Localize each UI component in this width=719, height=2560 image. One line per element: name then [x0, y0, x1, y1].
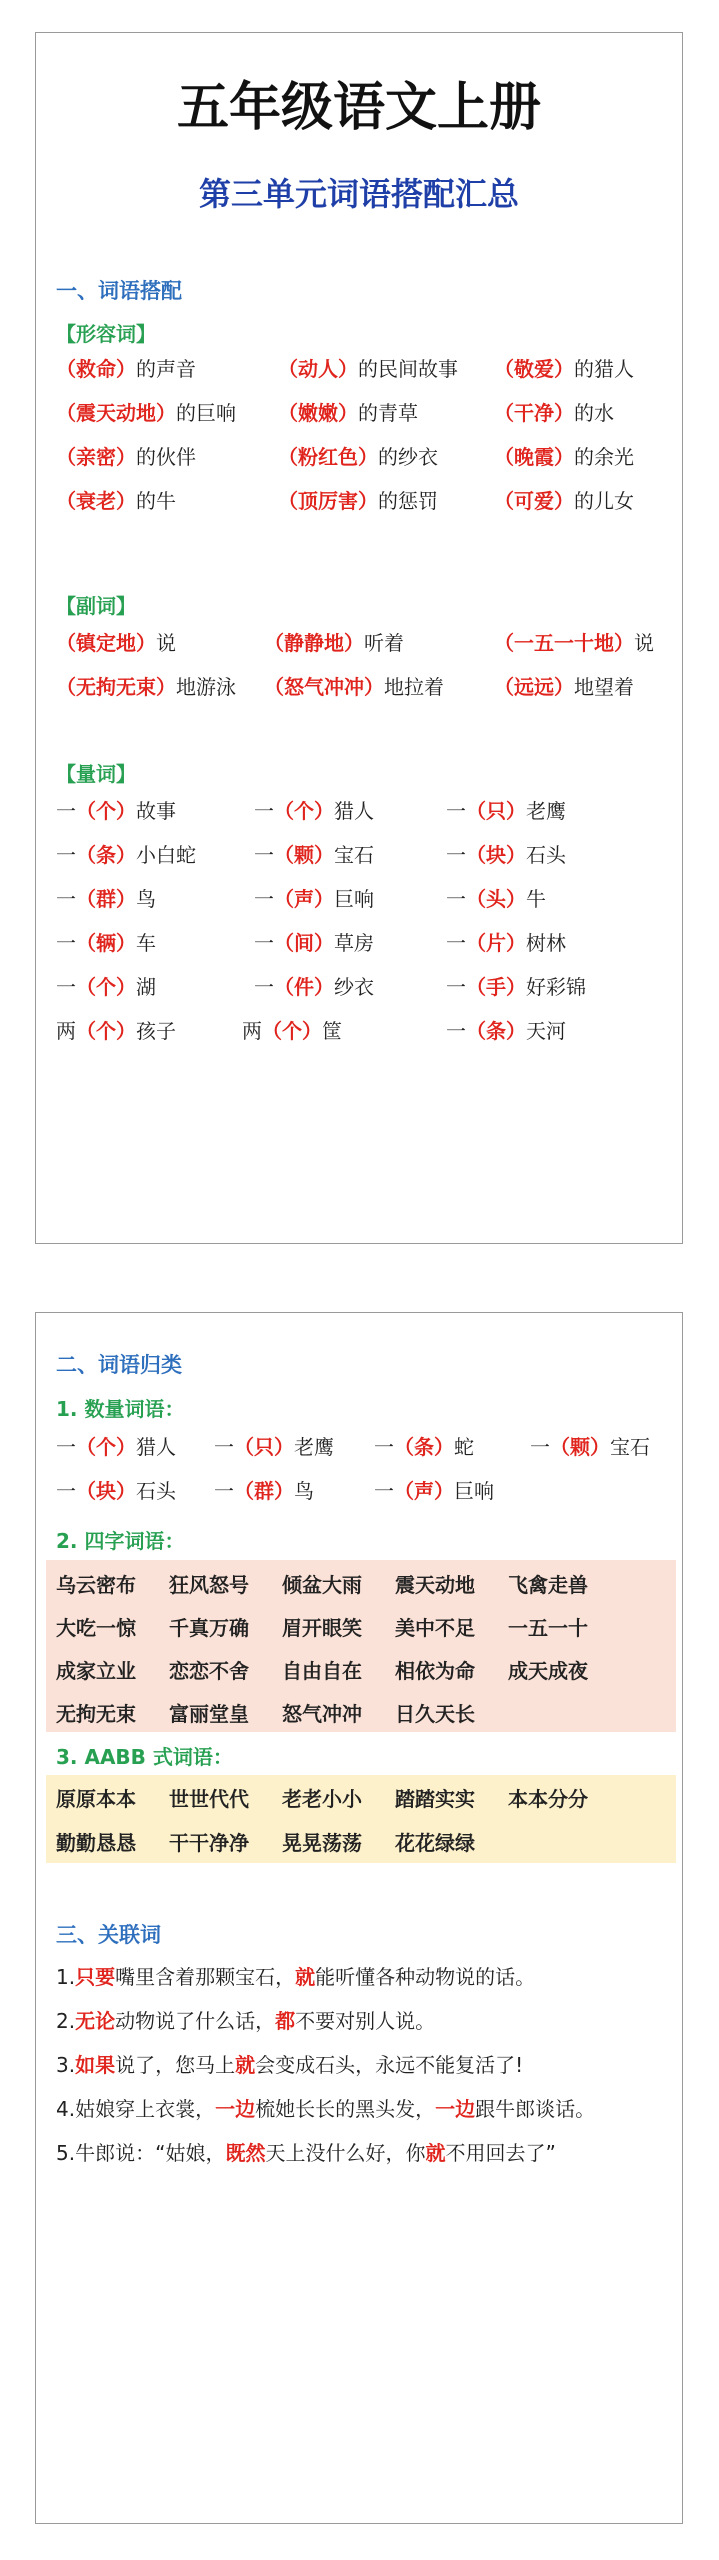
- collocation-item: [494, 671, 634, 700]
- collocation-item: [254, 927, 374, 956]
- highlighted-word: （远远）: [494, 675, 574, 699]
- idiom: 富丽堂皇: [169, 1702, 249, 1726]
- measure-word: （个）: [76, 799, 136, 823]
- page-subtitle: 第三单元词语搭配汇总: [198, 175, 519, 213]
- highlighted-word: （救命）: [56, 357, 136, 381]
- collocation-text: 的巨响: [176, 401, 236, 425]
- noun: 牛: [526, 887, 546, 911]
- highlighted-word: （亲密）: [56, 445, 136, 469]
- idiom: 勤勤恳恳: [56, 1831, 136, 1855]
- measure-word: （群）: [76, 887, 136, 911]
- conjunction-word: 如果: [75, 2053, 116, 2077]
- collocation-item: [254, 839, 374, 868]
- noun: 湖: [136, 975, 156, 999]
- numeral: 一: [446, 843, 466, 867]
- collocation-item: [278, 441, 438, 470]
- measure-word: （只）: [466, 799, 526, 823]
- collocation-item: [278, 353, 458, 382]
- numeral: 一: [56, 975, 76, 999]
- collocation-item: [56, 883, 156, 912]
- collocation-item: [374, 1431, 474, 1460]
- numeral: 两: [242, 1019, 262, 1043]
- numeral: 一: [446, 799, 466, 823]
- collocation-item: [56, 627, 176, 656]
- noun: 草房: [334, 931, 374, 955]
- noun: 老鹰: [526, 799, 566, 823]
- noun: 故事: [136, 799, 176, 823]
- section-heading-conjunctions: 三、关联词: [56, 1923, 161, 1947]
- noun: 石头: [526, 843, 566, 867]
- collocation-item: [56, 353, 196, 382]
- collocation-text: 的儿女: [574, 489, 634, 513]
- numeral: 一: [56, 931, 76, 955]
- measure-word: （个）: [76, 1435, 136, 1459]
- measure-word: （辆）: [76, 931, 136, 955]
- numeral: 一: [56, 1479, 76, 1503]
- conjunction-sentence: [56, 2049, 523, 2078]
- highlighted-word: （静静地）: [264, 631, 364, 655]
- collocation-item: [446, 971, 586, 1000]
- idiom: 自由自在: [282, 1659, 362, 1683]
- collocation-item: [494, 353, 634, 382]
- collocation-text: 地望着: [574, 675, 634, 699]
- numeral: 一: [214, 1435, 234, 1459]
- measure-word: （头）: [466, 887, 526, 911]
- collocation-item: [494, 485, 634, 514]
- measure-word: （条）: [466, 1019, 526, 1043]
- collocation-item: [56, 927, 156, 956]
- sentence-text: 跟牛郎谈话。: [475, 2097, 596, 2121]
- noun: 车: [136, 931, 156, 955]
- sentence-text: 说了，您马上: [115, 2053, 236, 2077]
- highlighted-word: （一五一十地）: [494, 631, 634, 655]
- collocation-item: [530, 1431, 650, 1460]
- measure-word: （件）: [274, 975, 334, 999]
- collocation-item: [446, 883, 546, 912]
- noun: 鸟: [294, 1479, 314, 1503]
- collocation-item: [278, 397, 418, 426]
- collocation-text: 的惩罚: [378, 489, 438, 513]
- collocation-item: [242, 1015, 342, 1044]
- sentence-text: 嘴里含着那颗宝石，: [115, 1965, 296, 1989]
- measure-word: （条）: [76, 843, 136, 867]
- measure-word: （个）: [262, 1019, 322, 1043]
- noun: 树林: [526, 931, 566, 955]
- category-adverb: 【副词】: [56, 594, 136, 618]
- highlighted-word: （动人）: [278, 357, 358, 381]
- numeral: 一: [56, 799, 76, 823]
- idiom: 飞禽走兽: [508, 1573, 588, 1597]
- idiom: 成天成夜: [508, 1659, 588, 1683]
- sentence-text: 会变成石头，永远不能复活了!: [255, 2053, 524, 2077]
- idiom: 干干净净: [169, 1831, 249, 1855]
- collocation-text: 的猎人: [574, 357, 634, 381]
- idiom: 踏踏实实: [395, 1787, 475, 1811]
- measure-word: （个）: [76, 1019, 136, 1043]
- collocation-item: [254, 971, 374, 1000]
- idiom: 无拘无束: [56, 1702, 136, 1726]
- collocation-item: [494, 441, 634, 470]
- collocation-item: [56, 1015, 176, 1044]
- highlighted-word: （无拘无束）: [56, 675, 176, 699]
- measure-word: （个）: [274, 799, 334, 823]
- collocation-item: [214, 1475, 314, 1504]
- collocation-item: [56, 795, 176, 824]
- highlighted-word: （敬爱）: [494, 357, 574, 381]
- collocation-text: 地游泳: [176, 675, 236, 699]
- numeral: 一: [56, 843, 76, 867]
- collocation-item: [264, 627, 404, 656]
- noun: 好彩锦: [526, 975, 586, 999]
- noun: 筐: [322, 1019, 342, 1043]
- collocation-text: 的水: [574, 401, 614, 425]
- sentence-text: 梳她长长的黑头发，: [255, 2097, 436, 2121]
- collocation-item: [446, 1015, 566, 1044]
- section-heading-classification: 二、词语归类: [56, 1353, 182, 1377]
- numeral: 一: [56, 1435, 76, 1459]
- measure-word: （个）: [76, 975, 136, 999]
- page-one: [35, 32, 683, 1244]
- highlighted-word: （晚霞）: [494, 445, 574, 469]
- collocation-item: [278, 485, 438, 514]
- conjunction-sentence: [56, 2093, 595, 2122]
- sentence-text: 不用回去了”: [445, 2141, 556, 2165]
- sentence-text: 动物说了什么话，: [115, 2009, 276, 2033]
- collocation-text: 的青草: [358, 401, 418, 425]
- noun: 宝石: [610, 1435, 650, 1459]
- collocation-text: 的民间故事: [358, 357, 458, 381]
- measure-word: （间）: [274, 931, 334, 955]
- highlighted-word: （粉红色）: [278, 445, 378, 469]
- collocation-text: 说: [156, 631, 176, 655]
- highlighted-word: （可爱）: [494, 489, 574, 513]
- idiom: 大吃一惊: [56, 1616, 136, 1640]
- category-quantity-words: 1. 数量词语：: [56, 1397, 185, 1421]
- conjunction-word: 一边: [435, 2097, 476, 2121]
- idiom: 世世代代: [169, 1787, 249, 1811]
- collocation-text: 的纱衣: [378, 445, 438, 469]
- measure-word: （块）: [76, 1479, 136, 1503]
- conjunction-word: 只要: [75, 1965, 116, 1989]
- collocation-text: 听着: [364, 631, 404, 655]
- page-two: [35, 1312, 683, 2524]
- noun: 孩子: [136, 1019, 176, 1043]
- collocation-item: [56, 671, 236, 700]
- numeral: 一: [56, 887, 76, 911]
- idiom: 倾盆大雨: [282, 1573, 362, 1597]
- sentence-text: 天上没什么好，你: [265, 2141, 426, 2165]
- numeral: 一: [214, 1479, 234, 1503]
- sentence-text: 不要对别人说。: [295, 2009, 436, 2033]
- measure-word: （颗）: [274, 843, 334, 867]
- measure-word: （声）: [394, 1479, 454, 1503]
- numeral: 一: [374, 1479, 394, 1503]
- idiom: 成家立业: [56, 1659, 136, 1683]
- sentence-text: 1.: [56, 1965, 76, 1989]
- noun: 天河: [526, 1019, 566, 1043]
- idiom: 相依为命: [395, 1659, 475, 1683]
- collocation-text: 的牛: [136, 489, 176, 513]
- conjunction-sentence: [56, 1961, 535, 1990]
- idiom: 老老小小: [282, 1787, 362, 1811]
- measure-word: （群）: [234, 1479, 294, 1503]
- sentence-text: 3.: [56, 2053, 76, 2077]
- collocation-item: [374, 1475, 494, 1504]
- noun: 巨响: [334, 887, 374, 911]
- numeral: 一: [254, 931, 274, 955]
- measure-word: （块）: [466, 843, 526, 867]
- highlighted-word: （怒气冲冲）: [264, 675, 384, 699]
- highlighted-word: （震天动地）: [56, 401, 176, 425]
- numeral: 一: [446, 1019, 466, 1043]
- numeral: 一: [254, 843, 274, 867]
- sentence-text: 5.牛郎说：“姑娘，: [56, 2141, 226, 2165]
- conjunction-word: 就: [235, 2053, 256, 2077]
- category-aabb-words: 3. AABB 式词语：: [56, 1745, 233, 1769]
- collocation-item: [494, 397, 614, 426]
- measure-word: （只）: [234, 1435, 294, 1459]
- section-heading-collocation: 一、词语搭配: [56, 279, 182, 303]
- collocation-item: [494, 627, 654, 656]
- idiom: 本本分分: [508, 1787, 588, 1811]
- collocation-item: [214, 1431, 334, 1460]
- idiom: 晃晃荡荡: [282, 1831, 362, 1855]
- measure-word: （片）: [466, 931, 526, 955]
- collocation-item: [56, 839, 196, 868]
- conjunction-word: 就: [425, 2141, 446, 2165]
- collocation-text: 的声音: [136, 357, 196, 381]
- highlighted-word: （镇定地）: [56, 631, 156, 655]
- numeral: 一: [446, 975, 466, 999]
- numeral: 一: [446, 931, 466, 955]
- noun: 蛇: [454, 1435, 474, 1459]
- numeral: 两: [56, 1019, 76, 1043]
- category-four-character-words: 2. 四字词语：: [56, 1529, 185, 1553]
- highlighted-word: （顶厉害）: [278, 489, 378, 513]
- conjunction-sentence: [56, 2137, 556, 2166]
- highlighted-word: （干净）: [494, 401, 574, 425]
- idiom: 一五一十: [508, 1616, 588, 1640]
- idiom: 眉开眼笑: [282, 1616, 362, 1640]
- numeral: 一: [530, 1435, 550, 1459]
- collocation-item: [56, 1475, 176, 1504]
- page-title: 五年级语文上册: [176, 77, 541, 138]
- measure-word: （手）: [466, 975, 526, 999]
- collocation-item: [56, 441, 196, 470]
- idiom: 千真万确: [169, 1616, 249, 1640]
- conjunction-word: 无论: [75, 2009, 116, 2033]
- collocation-item: [446, 927, 566, 956]
- sentence-text: 2.: [56, 2009, 76, 2033]
- numeral: 一: [254, 887, 274, 911]
- idiom: 美中不足: [395, 1616, 475, 1640]
- measure-word: （条）: [394, 1435, 454, 1459]
- highlighted-word: （嫩嫩）: [278, 401, 358, 425]
- idiom: 狂风怒号: [169, 1573, 249, 1597]
- numeral: 一: [374, 1435, 394, 1459]
- collocation-item: [446, 795, 566, 824]
- noun: 鸟: [136, 887, 156, 911]
- noun: 纱衣: [334, 975, 374, 999]
- collocation-item: [446, 839, 566, 868]
- idiom: 花花绿绿: [395, 1831, 475, 1855]
- collocation-item: [254, 795, 374, 824]
- sentence-text: 能听懂各种动物说的话。: [315, 1965, 536, 1989]
- conjunction-word: 都: [275, 2009, 296, 2033]
- collocation-item: [264, 671, 444, 700]
- collocation-item: [254, 883, 374, 912]
- noun: 猎人: [136, 1435, 176, 1459]
- idiom: 震天动地: [395, 1573, 475, 1597]
- idiom: 原原本本: [56, 1787, 136, 1811]
- collocation-item: [56, 1431, 176, 1460]
- noun: 宝石: [334, 843, 374, 867]
- idiom: 日久天长: [395, 1702, 475, 1726]
- measure-word: （颗）: [550, 1435, 610, 1459]
- highlighted-word: （衰老）: [56, 489, 136, 513]
- category-adjective: 【形容词】: [56, 322, 156, 346]
- collocation-item: [56, 485, 176, 514]
- numeral: 一: [446, 887, 466, 911]
- conjunction-sentence: [56, 2005, 435, 2034]
- idiom: 乌云密布: [56, 1573, 136, 1597]
- numeral: 一: [254, 975, 274, 999]
- collocation-text: 说: [634, 631, 654, 655]
- noun: 石头: [136, 1479, 176, 1503]
- conjunction-word: 一边: [215, 2097, 256, 2121]
- noun: 猎人: [334, 799, 374, 823]
- collocation-text: 的余光: [574, 445, 634, 469]
- noun: 小白蛇: [136, 843, 196, 867]
- conjunction-word: 就: [295, 1965, 316, 1989]
- measure-word: （声）: [274, 887, 334, 911]
- conjunction-word: 既然: [225, 2141, 266, 2165]
- idiom: 怒气冲冲: [282, 1702, 362, 1726]
- collocation-text: 的伙伴: [136, 445, 196, 469]
- noun: 老鹰: [294, 1435, 334, 1459]
- collocation-item: [56, 971, 156, 1000]
- category-measure-word: 【量词】: [56, 762, 136, 786]
- sentence-text: 4.姑娘穿上衣裳，: [56, 2097, 216, 2121]
- collocation-item: [56, 397, 236, 426]
- noun: 巨响: [454, 1479, 494, 1503]
- collocation-text: 地拉着: [384, 675, 444, 699]
- idiom: 恋恋不舍: [169, 1659, 249, 1683]
- numeral: 一: [254, 799, 274, 823]
